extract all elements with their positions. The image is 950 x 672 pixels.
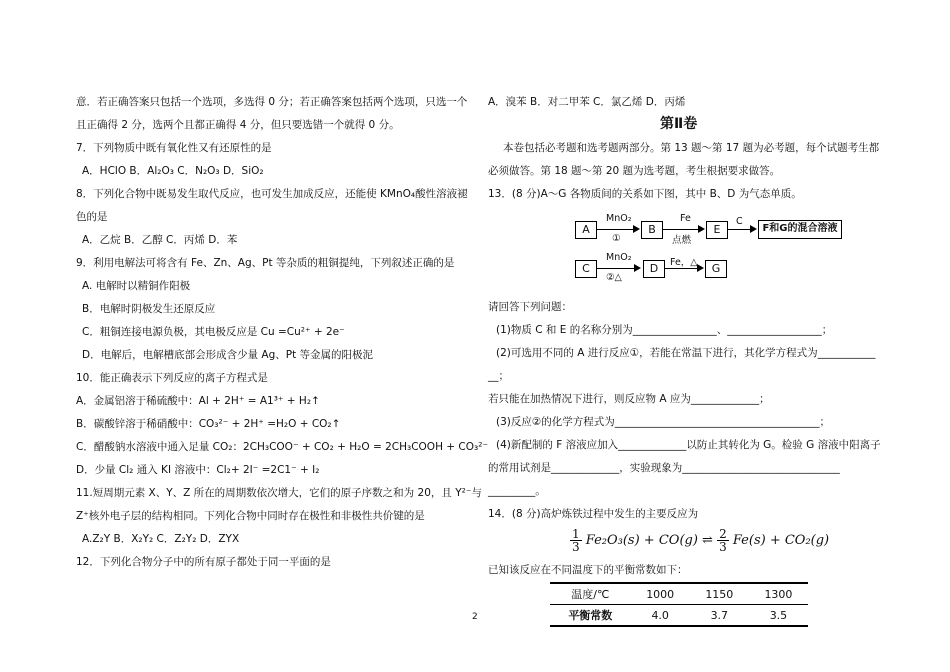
text-line: 意．若正确答案只包括一个选项，多选得 0 分；若正确答案包括两个选项，只选一个: [76, 96, 468, 108]
question-10: 10．能正确表示下列反应的离子方程式是: [76, 372, 268, 384]
box-c: C: [575, 260, 597, 278]
arrow: [663, 229, 698, 230]
option-line: D．少量 Cl₂ 通入 KI 溶液中：Cl₂+ 2I⁻ =2C1⁻ + I₂: [76, 464, 320, 476]
numerator: 1: [572, 527, 580, 541]
box-d: D: [643, 260, 665, 278]
question-11: 11.短周期元素 X、Y、Z 所在的周期数依次增大，它们的原子序数之和为 20，且 Y²⁻与: [76, 487, 482, 499]
reagent-label: C: [736, 216, 743, 227]
option-line: B．电解时阴极发生还原反应: [82, 303, 216, 315]
arrow-head: [750, 225, 757, 233]
arrow-head: [633, 225, 640, 233]
box-g: G: [705, 260, 727, 278]
option-line: C．醋酸钠水溶液中通入足量 CO₂：2CH₃COO⁻ + CO₂ + H₂O = 2CH₃COOH + CO₃²⁻: [76, 441, 488, 453]
arrow: [665, 268, 697, 269]
question-13: 13．(8 分)A～G 各物质间的关系如下图，其中 B、D 为气态单质。: [488, 188, 802, 200]
table-cell: 平衡常数: [550, 605, 631, 627]
text-line: 已知该反应在不同温度下的平衡常数如下：: [488, 564, 688, 576]
question-12: 12．下列化合物分子中的所有原子都处于同一平面的是: [76, 556, 331, 568]
table-row: [550, 605, 808, 627]
text-line: Z⁺核外电子层的结构相同。下列化合物中同时存在极性和非极性共价键的是: [76, 510, 425, 522]
fraction: [717, 528, 729, 553]
intro-line: 本卷包括必考题和选考题两部分。第 13 题～第 17 题为必考题，每个试题考生都: [503, 142, 880, 154]
fraction: [570, 528, 582, 553]
equilibrium-table: [550, 582, 808, 627]
table-cell: 1300: [749, 583, 808, 605]
equation-left: Fe₂O₃(s) + CO(g): [585, 533, 698, 548]
numerator: 2: [719, 527, 727, 541]
option-line: B．碳酸锌溶于稀硝酸中：CO₃²⁻ + 2H⁺ =H₂O + CO₂↑: [76, 418, 341, 430]
arrow-head: [634, 264, 641, 272]
text-line: __；: [488, 370, 509, 382]
question-7: 7．下列物质中既有氧化性又有还原性的是: [76, 142, 272, 154]
text-line: 色的是: [76, 211, 108, 223]
question-14: 14．(8 分)高炉炼铁过程中发生的主要反应为: [488, 508, 699, 520]
denominator: 3: [572, 540, 580, 554]
option-line: A. 电解时以精铜作阳极: [82, 280, 191, 292]
arrow-head: [697, 264, 704, 272]
option-line: A．金属铝溶于稀硫酸中：Al + 2H⁺ = A1³⁺ + H₂↑: [76, 395, 320, 407]
step-label: ①: [612, 233, 621, 244]
box-b: B: [641, 221, 663, 239]
options-11: A.Z₂Y B．X₂Y₂ C．Z₂Y₂ D．ZYX: [82, 533, 240, 545]
reagent-label: Fe: [680, 213, 691, 224]
step-label: ②△: [606, 272, 622, 283]
text-line: _________。: [488, 485, 546, 497]
arrow: [728, 229, 750, 230]
options-7: A．HClO B．Al₂O₃ C．N₂O₃ D．SiO₂: [82, 165, 264, 177]
text-line: 的常用试剂是_____________，实验现象为______________________________: [488, 462, 840, 474]
table-header-row: [550, 583, 808, 605]
question-8: 8．下列化合物中既易发生取代反应，也可发生加成反应，还能使 KMnO₄酸性溶液褪: [76, 188, 468, 200]
condition-label: 点燃: [672, 235, 692, 246]
box-a: A: [575, 221, 597, 239]
table-cell: 1150: [690, 583, 749, 605]
box-e: E: [706, 221, 728, 239]
options-8: A．乙烷 B．乙醇 C．丙烯 D．苯: [82, 234, 238, 246]
arrow: [597, 268, 634, 269]
equation-right: Fe(s) + CO₂(g): [732, 533, 830, 548]
subquestion: (1)物质 C 和 E 的名称分别为________________、__________________；: [496, 324, 833, 336]
options-12: A．溴苯 B．对二甲苯 C．氯乙烯 D．丙烯: [488, 96, 686, 108]
table-cell: 1000: [631, 583, 690, 605]
option-line: D．电解后，电解槽底部会形成含少量 Ag、Pt 等金属的阳极泥: [82, 349, 374, 361]
subquestion: (4)新配制的 F 溶液应加入_____________以防止其转化为 G。检验 G 溶液中阳离子: [496, 439, 881, 451]
section-title: 第Ⅱ卷: [660, 116, 698, 132]
intro-line: 必须做答。第 18 题～第 20 题为选考题，考生根据要求做答。: [488, 165, 781, 177]
reaction-equation: [570, 528, 829, 553]
table-cell: 温度/℃: [550, 583, 631, 605]
arrow-head: [698, 225, 705, 233]
page-number: 2: [472, 612, 478, 622]
subquestion: (3)反应②的化学方程式为_______________________________________；: [496, 416, 831, 428]
table-cell: 3.7: [690, 605, 749, 627]
equilibrium-arrow: ⇌: [702, 533, 713, 548]
reagent-label: Fe，△: [670, 257, 698, 268]
box-result: F和G的混合溶液: [758, 220, 842, 239]
question-9: 9．利用电解法可将含有 Fe、Zn、Ag、Pt 等杂质的粗铜提纯，下列叙述正确的是: [76, 257, 455, 269]
table-cell: 4.0: [631, 605, 690, 627]
option-line: C．粗铜连接电源负极，其电极反应是 Cu =Cu²⁺ + 2e⁻: [82, 326, 345, 338]
arrow: [597, 229, 633, 230]
text-line: 且正确得 2 分，选两个且都正确得 4 分，但只要选错一个就得 0 分。: [76, 119, 400, 131]
table-cell: 3.5: [749, 605, 808, 627]
prompt: 请回答下列问题：: [488, 301, 572, 313]
denominator: 3: [719, 540, 727, 554]
reagent-label: MnO₂: [606, 252, 632, 263]
subquestion: (2)可选用不同的 A 进行反应①，若能在常温下进行，其化学方程式为___________: [496, 347, 876, 359]
reagent-label: MnO₂: [606, 213, 632, 224]
text-line: 若只能在加热情况下进行，则反应物 A 应为_____________；: [488, 393, 770, 405]
